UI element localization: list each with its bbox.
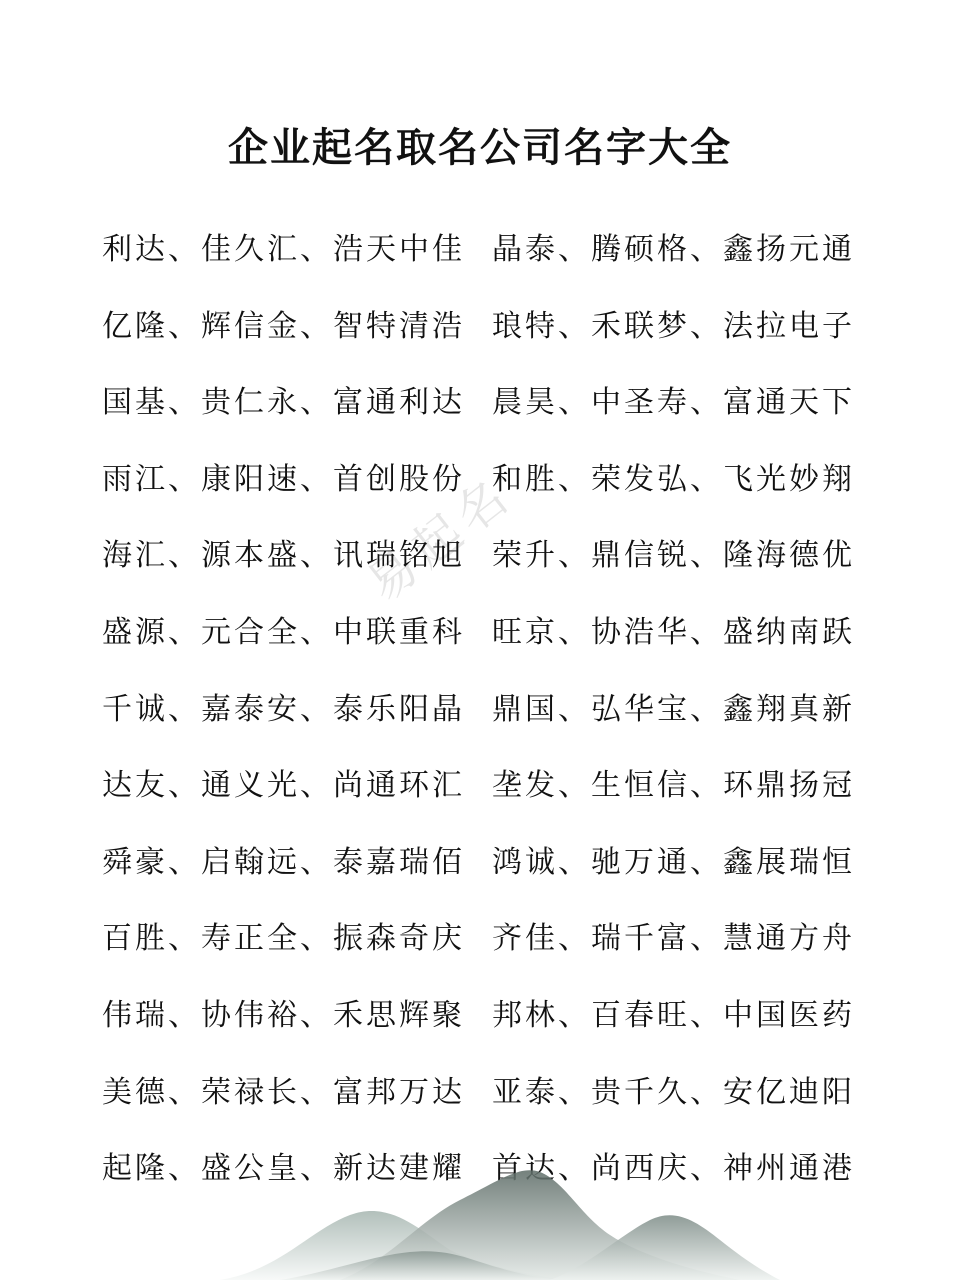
name-group-left: 雨江、康阳速、首创股份: [102, 461, 465, 497]
name-row: [102, 911, 882, 988]
name-group-right: 琅特、禾联梦、法拉电子: [492, 308, 855, 344]
name-group-left: 起隆、盛公皇、新达建耀: [102, 1151, 465, 1187]
name-row: [102, 375, 882, 452]
name-group-right: 晶泰、腾硕格、鑫扬元通: [492, 232, 855, 267]
name-row: [102, 758, 882, 835]
name-group-left: 千诚、嘉泰安、泰乐阳晶: [102, 691, 465, 727]
name-row: [102, 682, 882, 759]
name-group-right: 邦林、百春旺、中国医药: [492, 997, 855, 1033]
name-group-right: 亚泰、贵千久、安亿迪阳: [492, 1074, 855, 1110]
page-title: 企业起名取名公司名字大全: [228, 124, 732, 171]
name-row: [102, 988, 882, 1065]
name-group-left: 亿隆、辉信金、智特清浩: [102, 308, 465, 344]
name-group-right: 垄发、生恒信、环鼎扬冠: [492, 768, 855, 804]
name-group-left: 百胜、寿正全、振森奇庆: [102, 921, 465, 957]
name-row: [102, 1065, 882, 1142]
name-group-left: 盛源、元合全、中联重科: [102, 614, 465, 650]
name-group-left: 国基、贵仁永、富通利达: [102, 385, 465, 421]
name-group-left: 海汇、源本盛、讯瑞铭旭: [102, 538, 465, 574]
name-group-right: 荣升、鼎信锐、隆海德优: [492, 538, 855, 574]
name-row: [102, 299, 882, 376]
name-group-left: 舜豪、启翰远、泰嘉瑞佰: [102, 844, 465, 880]
name-group-right: 齐佳、瑞千富、慧通方舟: [492, 921, 855, 957]
name-group-right: 旺京、协浩华、盛纳南跃: [492, 614, 855, 650]
name-group-right: 鼎国、弘华宝、鑫翔真新: [492, 691, 855, 727]
name-group-left: 伟瑞、协伟裕、禾思辉聚: [102, 997, 465, 1033]
name-row: [102, 222, 882, 299]
name-row: [102, 835, 882, 912]
name-group-left: 达友、通义光、尚通环汇: [102, 768, 465, 804]
name-group-left: 利达、佳久汇、浩天中佳: [102, 232, 465, 267]
name-list: [102, 222, 882, 1218]
name-group-right: 和胜、荣发弘、飞光妙翔: [492, 461, 855, 497]
name-group-right: 首达、尚西庆、神州通港: [492, 1151, 855, 1187]
name-group-right: 晨昊、中圣寿、富通天下: [492, 385, 855, 421]
watermark: 易起名: [356, 465, 524, 613]
name-row: [102, 452, 882, 529]
name-row: [102, 528, 882, 605]
name-group-left: 美德、荣禄长、富邦万达: [102, 1074, 465, 1110]
ink-mountains-illustration: [220, 1160, 780, 1280]
name-group-right: 鸿诚、驰万通、鑫展瑞恒: [492, 844, 855, 880]
name-row: [102, 605, 882, 682]
